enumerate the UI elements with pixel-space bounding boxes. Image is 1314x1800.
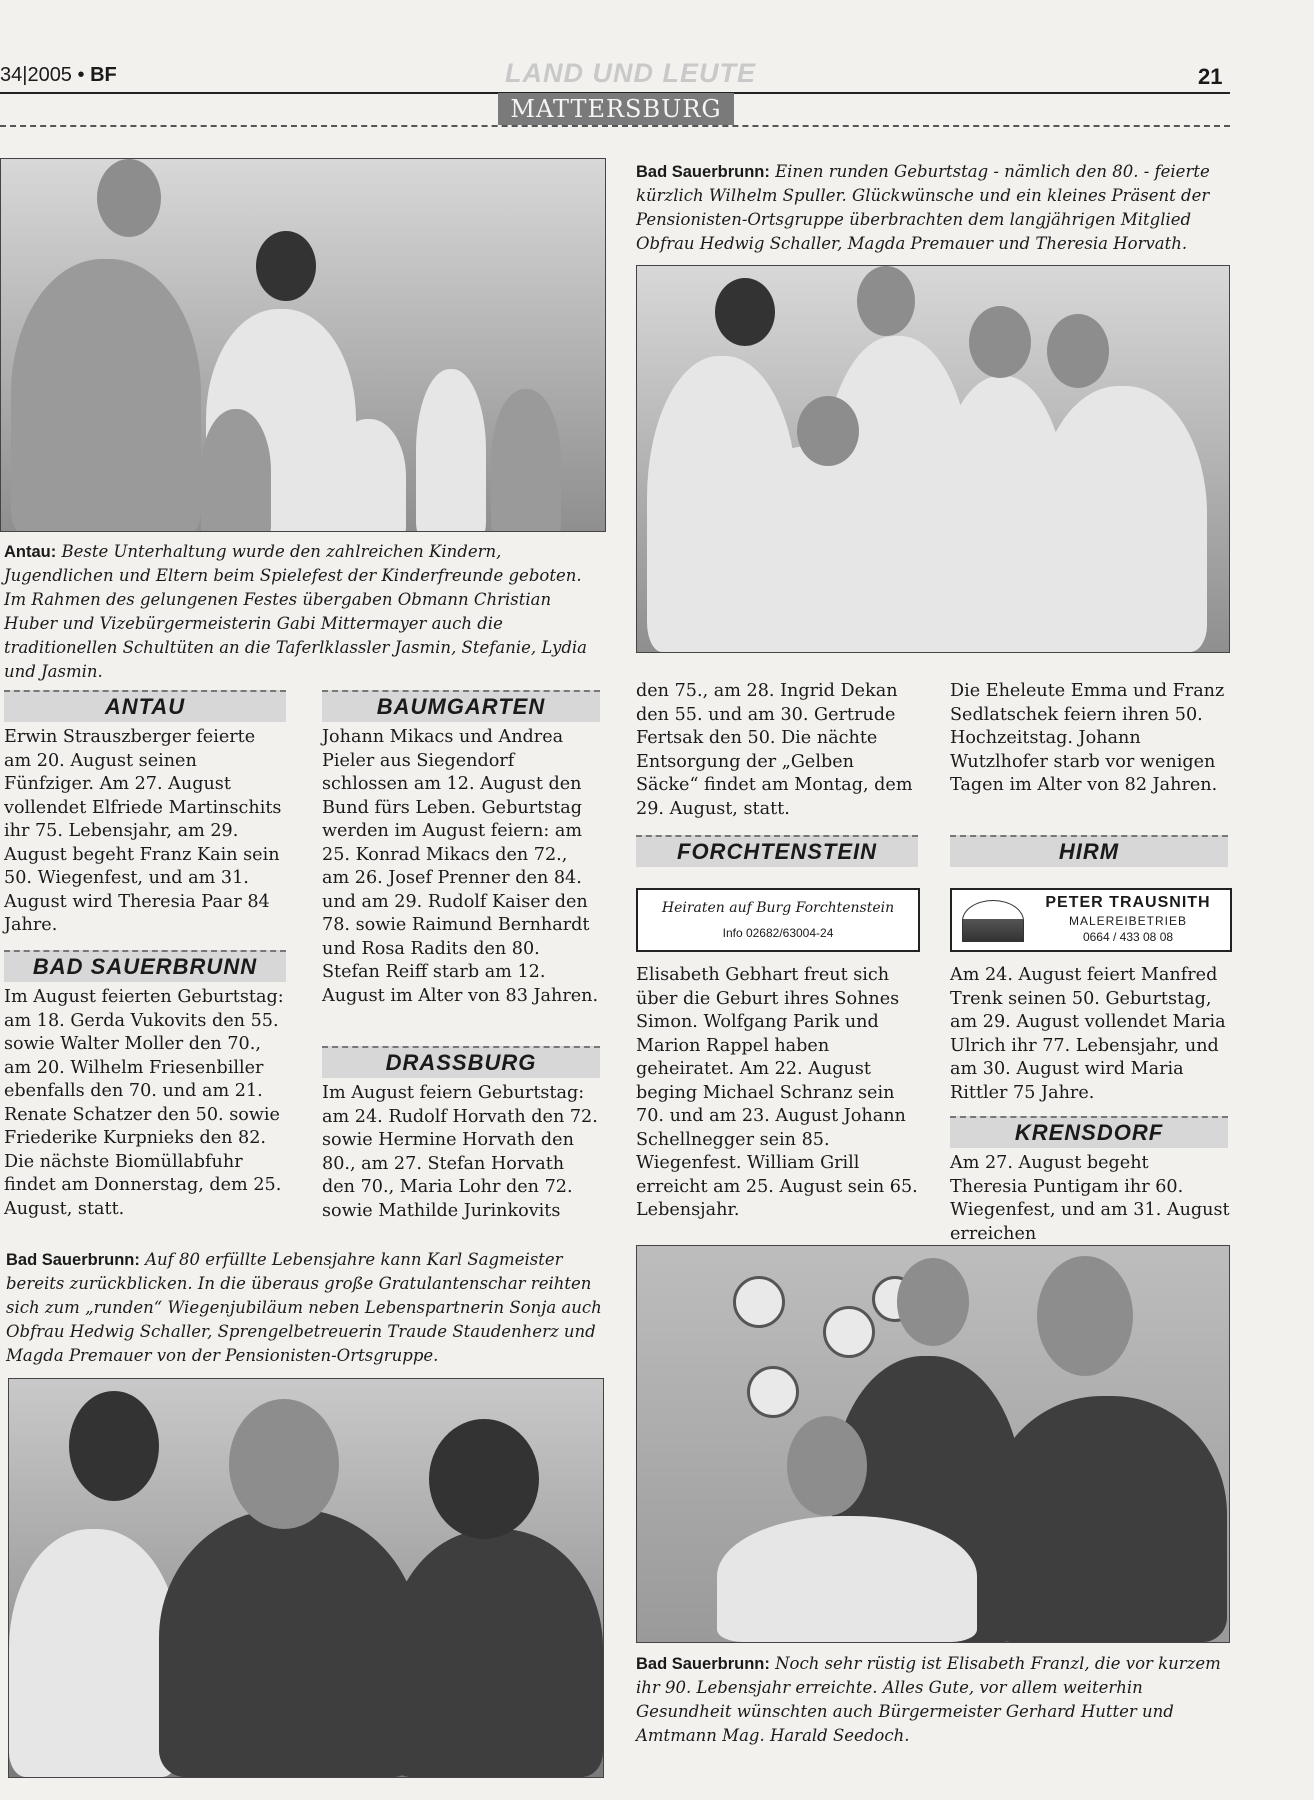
photo-franzl	[636, 1245, 1230, 1643]
section-title-baumgarten: BAUMGARTEN	[322, 690, 600, 722]
issue-bullet: •	[77, 64, 85, 86]
section-text-forchtenstein: Elisabeth Gebhart freut sich über die Geburt ihres Sohnes Simon. Wolfgang Parik und Marion Rappel haben geheiratet. Am 22. August beging Michael Schranz sein 70. und am 23. August Johann Schellnegger sein 85. Wiegenfest. William Grill erreicht am 25. August sein 65. Lebensjahr.	[636, 965, 918, 1220]
caption-antau-text: Beste Unterhaltung wurde den zahlreichen Kindern, Jugendlichen und Eltern beim Spielefest der Kinderfreunde geboten. Im Rahmen des gelungenen Festes übergaben Obmann Christian Huber und Vizebürgermeisterin Gabi Mittermayer auch die traditionellen Schultüten an die Taferlklassler Jasmin, Stefanie, Lydia und Jasmin.	[4, 542, 588, 681]
caption-spuller-text: Einen runden Geburtstag - nämlich den 80. - feierte kürzlich Wilhelm Spuller. Glückwünsche und ein kleines Präsent der Pensionisten-Ortsgruppe überbrachten dem langjährigen Mitglied Obfrau Hedwig Schaller, Magda Premauer und Theresia Horvath.	[636, 162, 1210, 253]
ad-peter-trausnith	[950, 888, 1232, 952]
photo-spuller	[636, 265, 1230, 653]
ad-trausnith-name: PETER TRAUSNITH	[1045, 894, 1211, 911]
page-number: 21	[1198, 64, 1223, 89]
section-title-bad-sauerbrunn: BAD SAUERBRUNN	[4, 950, 286, 982]
ad-trausnith-logo	[962, 900, 1024, 942]
header-dashed-rule	[0, 125, 1230, 127]
section-text-baumgarten: Johann Mikacs und Andrea Pieler aus Siegendorf schlossen am 12. August den Bund fürs Leben. Geburtstag werden im August feiern: am 25. Konrad Mikacs den 72., am 26. Josef Prenner den 84. und am 29. Rudolf Kaiser den 78. sowie Raimund Bernhardt und Rosa Radits den 80. Stefan Reiff starb am 12. August im Alter von 83 Jahren.	[322, 727, 599, 1006]
ad-burg-title: Heiraten auf Burg Forchtenstein	[661, 900, 895, 916]
ad-burg-forchtenstein	[636, 888, 920, 952]
caption-antau-place: Antau:	[4, 543, 57, 561]
region-banner: MATTERSBURG	[498, 93, 734, 125]
section-text-drassburg: Im August feiern Geburtstag: am 24. Rudolf Horvath den 72. sowie Hermine Horvath den 80., am 27. Stefan Horvath den 70., Maria Lohr den 72. sowie Mathilde Jurinkovits	[322, 1083, 598, 1221]
caption-spuller-place: Bad Sauerbrunn:	[636, 163, 770, 181]
caption-spuller	[636, 160, 1230, 256]
section-heading: LAND UND LEUTE	[505, 58, 756, 88]
caption-antau	[4, 540, 600, 684]
caption-franzl-place: Bad Sauerbrunn:	[636, 1655, 770, 1673]
section-title-forchtenstein: FORCHTENSTEIN	[636, 835, 918, 867]
section-text-hirm: Am 24. August feiert Manfred Trenk seinen 50. Geburtstag, am 29. August vollendet Maria Ulrich ihr 77. Lebensjahr, und am 30. August wird Maria Rittler 75 Jahre.	[950, 965, 1226, 1103]
caption-sagmeister-place: Bad Sauerbrunn:	[6, 1251, 140, 1269]
section-text-antau: Erwin Strauszberger feierte am 20. August seinen Fünfziger. Am 27. August vollendet Elfriede Martinschits ihr 75. Lebensjahr, am 29. August begeht Franz Kain sein 50. Wiegenfest, und am 31. August wird Theresia Paar 84 Jahre.	[4, 727, 282, 935]
ad-burg-info: Info 02682/63004-24	[722, 926, 834, 940]
issue-line	[0, 64, 117, 87]
section-text-krensdorf: Am 27. August begeht Theresia Puntigam ihr 60. Wiegenfest, und am 31. August erreichen	[950, 1153, 1230, 1244]
ad-trausnith-phone: 0664 / 433 08 08	[1082, 930, 1174, 944]
section-title-drassburg: DRASSBURG	[322, 1046, 600, 1078]
caption-franzl	[636, 1652, 1230, 1748]
issue-number: 34|2005	[0, 64, 72, 86]
caption-sagmeister-text: Auf 80 erfüllte Lebensjahre kann Karl Sagmeister bereits zurückblicken. In die überaus große Gratulantenschar reihten sich zum „runden“ Wiegenjubiläum neben Lebenspartnerin Sonja auch Obfrau Hedwig Schaller, Sprengelbetreuerin Traude Staudenherz und Magda Premauer von der Pensionisten-Ortsgruppe.	[6, 1250, 602, 1365]
caption-franzl-text: Noch sehr rüstig ist Elisabeth Franzl, die vor kurzem ihr 90. Lebensjahr erreichte. Alles Gute, vor allem weiterhin Gesundheit wünschten auch Bürgermeister Gerhard Hutter und Amtmann Mag. Harald Seedoch.	[636, 1654, 1221, 1745]
section-title-antau: ANTAU	[4, 690, 286, 722]
section-title-krensdorf: KRENSDORF	[950, 1116, 1228, 1148]
photo-antau	[0, 158, 606, 532]
section-text-col4-top: Die Eheleute Emma und Franz Sedlatschek feiern ihren 50. Hochzeitstag. Johann Wutzlhofer starb vor wenigen Tagen im Alter von 82 Jahren.	[950, 681, 1225, 795]
section-text-bad-sauerbrunn: Im August feierten Geburtstag: am 18. Gerda Vukovits den 55. sowie Walter Moller den 70., am 20. Wilhelm Friesenbiller ebenfalls den 70. und am 21. Renate Schatzer den 50. sowie Friederike Kurpnieks den 82. Die nächste Biomüllabfuhr findet am Donnerstag, dem 25. August, statt.	[4, 987, 284, 1219]
section-title-hirm: HIRM	[950, 835, 1228, 867]
ad-trausnith-line: MALEREIBETRIEB	[1068, 914, 1188, 928]
photo-sagmeister	[8, 1378, 604, 1778]
caption-sagmeister	[6, 1248, 604, 1368]
section-text-drassburg-continued: den 75., am 28. Ingrid Dekan den 55. und am 30. Gertrude Fertsak den 50. Die nächte Entsorgung der „Gelben Säcke“ findet am Montag, dem 29. August, statt.	[636, 681, 913, 819]
paper-name: BF	[90, 64, 117, 86]
